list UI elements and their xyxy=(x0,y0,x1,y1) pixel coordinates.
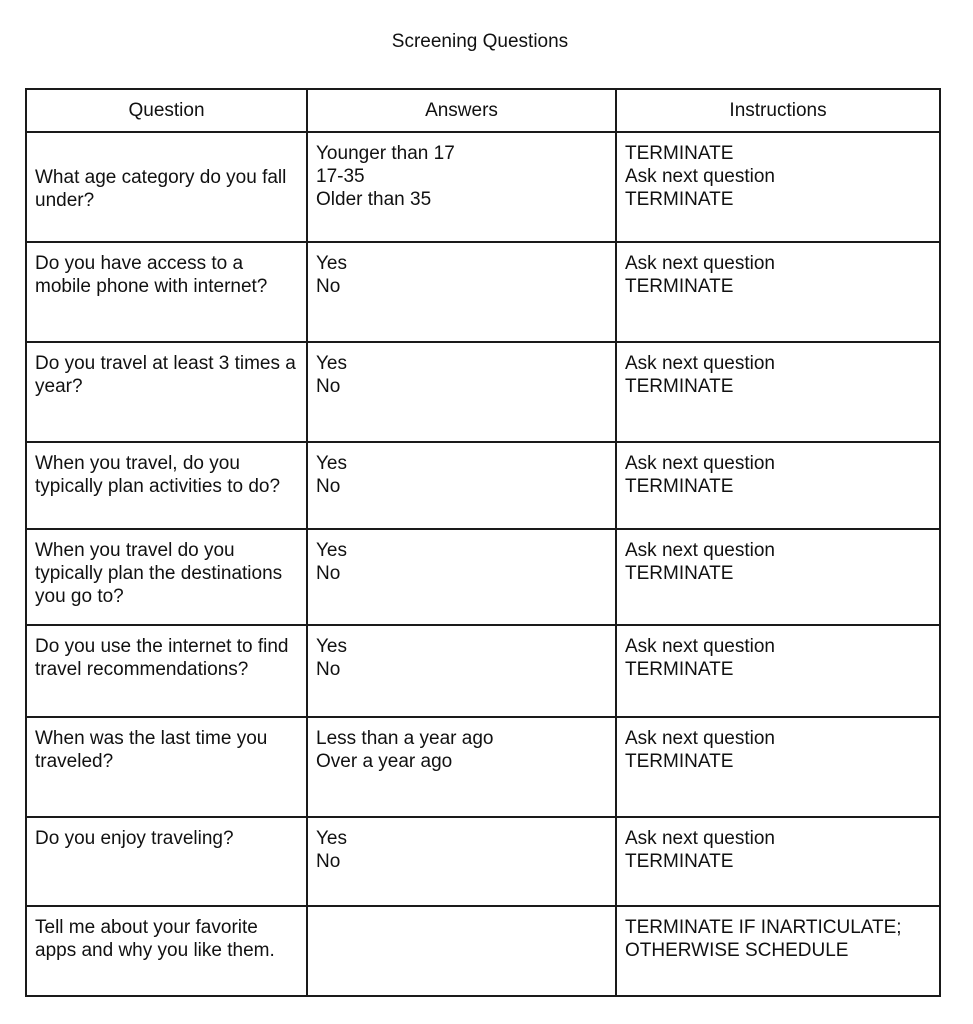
instructions-cell xyxy=(616,625,940,717)
instruction-text: OTHERWISE SCHEDULE xyxy=(625,940,849,961)
instruction-text: TERMINATE xyxy=(625,851,734,872)
question-cell: Do you have access to a mobile phone with internet? xyxy=(26,242,307,342)
instructions-cell xyxy=(616,906,940,996)
column-header-instructions: Instructions xyxy=(616,89,940,132)
instruction-text: TERMINATE IF INARTICULATE; xyxy=(625,917,902,938)
question-cell: Do you enjoy traveling? xyxy=(26,817,307,906)
table-row xyxy=(26,906,940,996)
answer-option: No xyxy=(316,659,341,680)
answer-option: Yes xyxy=(316,253,347,274)
instruction-text: Ask next question xyxy=(625,453,775,474)
instruction-text: Ask next question xyxy=(625,253,775,274)
instruction-text: TERMINATE xyxy=(625,476,734,497)
instruction-text: Ask next question xyxy=(625,166,775,187)
instructions-cell xyxy=(616,242,940,342)
instructions-cell xyxy=(616,817,940,906)
question-cell: When was the last time you traveled? xyxy=(26,717,307,817)
answers-cell xyxy=(307,529,616,625)
question-cell: When you travel, do you typically plan activities to do? xyxy=(26,442,307,529)
answer-option: No xyxy=(316,276,341,297)
answer-option: No xyxy=(316,563,341,584)
instruction-text: TERMINATE xyxy=(625,563,734,584)
table-row xyxy=(26,242,940,342)
question-cell: Tell me about your favorite apps and why you like them. xyxy=(26,906,307,996)
instruction-text: TERMINATE xyxy=(625,189,734,210)
answers-cell xyxy=(307,625,616,717)
table-row xyxy=(26,132,940,242)
answers-cell xyxy=(307,242,616,342)
instruction-text: TERMINATE xyxy=(625,751,734,772)
instruction-text: TERMINATE xyxy=(625,143,734,164)
instruction-text: TERMINATE xyxy=(625,659,734,680)
answer-option: Less than a year ago xyxy=(316,728,494,749)
screening-questions-table xyxy=(25,88,941,997)
instruction-text: Ask next question xyxy=(625,353,775,374)
instruction-text: Ask next question xyxy=(625,540,775,561)
answer-option: Younger than 17 xyxy=(316,143,455,164)
table-row xyxy=(26,342,940,442)
answer-option: No xyxy=(316,851,341,872)
answers-cell xyxy=(307,817,616,906)
question-cell: Do you travel at least 3 times a year? xyxy=(26,342,307,442)
column-header-answers: Answers xyxy=(307,89,616,132)
question-cell: When you travel do you typically plan the destinations you go to? xyxy=(26,529,307,625)
column-header-question: Question xyxy=(26,89,307,132)
answer-option: Yes xyxy=(316,540,347,561)
answer-option: Yes xyxy=(316,453,347,474)
answer-option: No xyxy=(316,376,341,397)
answer-option: Yes xyxy=(316,828,347,849)
question-cell: What age category do you fall under? xyxy=(26,132,307,242)
instructions-cell xyxy=(616,342,940,442)
instruction-text: Ask next question xyxy=(625,636,775,657)
instructions-cell xyxy=(616,529,940,625)
page-title: Screening Questions xyxy=(391,31,569,52)
instructions-cell xyxy=(616,132,940,242)
instruction-text: TERMINATE xyxy=(625,376,734,397)
instruction-text: TERMINATE xyxy=(625,276,734,297)
instructions-cell xyxy=(616,442,940,529)
table-row xyxy=(26,442,940,529)
table-header-row xyxy=(26,89,940,132)
answer-option: Over a year ago xyxy=(316,751,453,772)
answer-option: 17-35 xyxy=(316,166,365,187)
question-cell: Do you use the internet to find travel recommendations? xyxy=(26,625,307,717)
answer-option: Yes xyxy=(316,636,347,657)
answers-cell xyxy=(307,906,616,996)
instructions-cell xyxy=(616,717,940,817)
answer-option: No xyxy=(316,476,341,497)
answers-cell xyxy=(307,717,616,817)
answer-option: Older than 35 xyxy=(316,189,432,210)
answer-option: Yes xyxy=(316,353,347,374)
instruction-text: Ask next question xyxy=(625,828,775,849)
instruction-text: Ask next question xyxy=(625,728,775,749)
answers-cell xyxy=(307,132,616,242)
table-row xyxy=(26,817,940,906)
answers-cell xyxy=(307,442,616,529)
answers-cell xyxy=(307,342,616,442)
table-row xyxy=(26,529,940,625)
table-row xyxy=(26,625,940,717)
table-row xyxy=(26,717,940,817)
